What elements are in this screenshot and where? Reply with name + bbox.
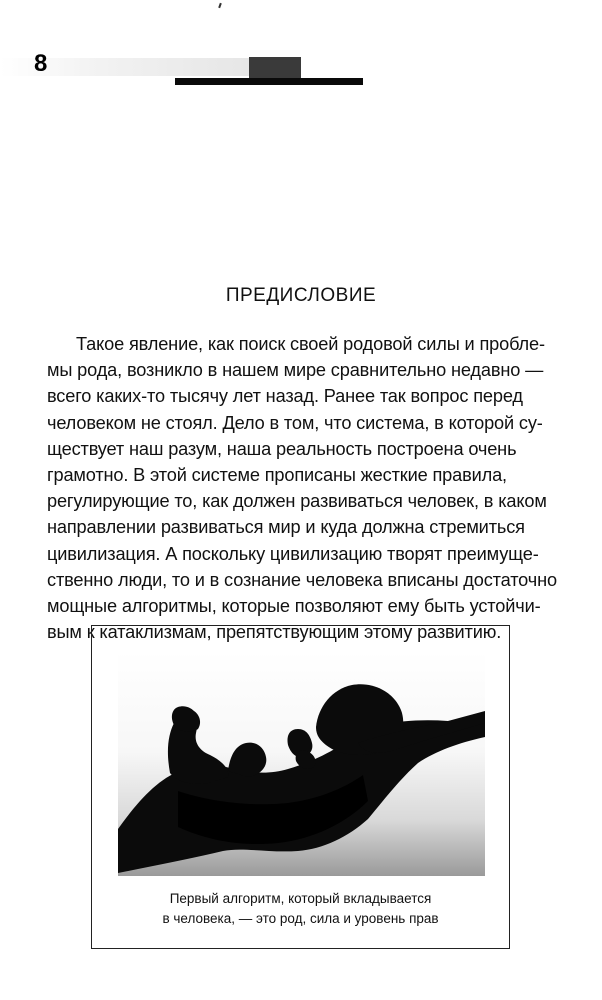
print-speck xyxy=(218,3,222,8)
figure-caption xyxy=(91,889,510,929)
caption-line: Первый алгоритм, который вкладывается xyxy=(169,891,432,906)
body-line: ственно люди, то и в сознание человека вписаны достаточно xyxy=(47,569,557,590)
header-decoration-block xyxy=(249,57,301,79)
header-rule xyxy=(175,78,363,85)
body-line: ществует наш разум, наша реальность построена очень xyxy=(47,438,517,459)
body-line: человеком не стоял. Дело в том, что система, в которой су- xyxy=(47,412,543,433)
section-title: ПРЕДИСЛОВИЕ xyxy=(225,285,377,306)
body-line: регулирующие то, как должен развиваться человек, в каком xyxy=(47,491,547,512)
body-paragraph xyxy=(47,331,582,645)
body-line: цивилизация. А поскольку цивилизацию творят преимуще- xyxy=(47,543,539,564)
body-line: мы рода, возникло в нашем мире сравнительно недавно — xyxy=(47,360,544,381)
body-line: направлении развиваться мир и куда должна стремиться xyxy=(47,517,525,538)
body-line: вым к катаклизмам, препятствующим этому развитию. xyxy=(47,622,502,643)
body-line: грамотно. В этой системе прописаны жесткие правила, xyxy=(47,464,507,485)
body-line: Такое явление, как поиск своей родовой силы и пробле- xyxy=(76,334,545,354)
caption-line: в человека, — это род, сила и уровень прав xyxy=(162,911,439,926)
body-line: всего каких-то тысячу лет назад. Ранее так вопрос перед xyxy=(47,386,523,407)
baby-silhouette-photo xyxy=(118,651,485,876)
page-number: 8 xyxy=(34,50,48,77)
body-line: мощные алгоритмы, которые позволяют ему быть устойчи- xyxy=(47,595,541,616)
